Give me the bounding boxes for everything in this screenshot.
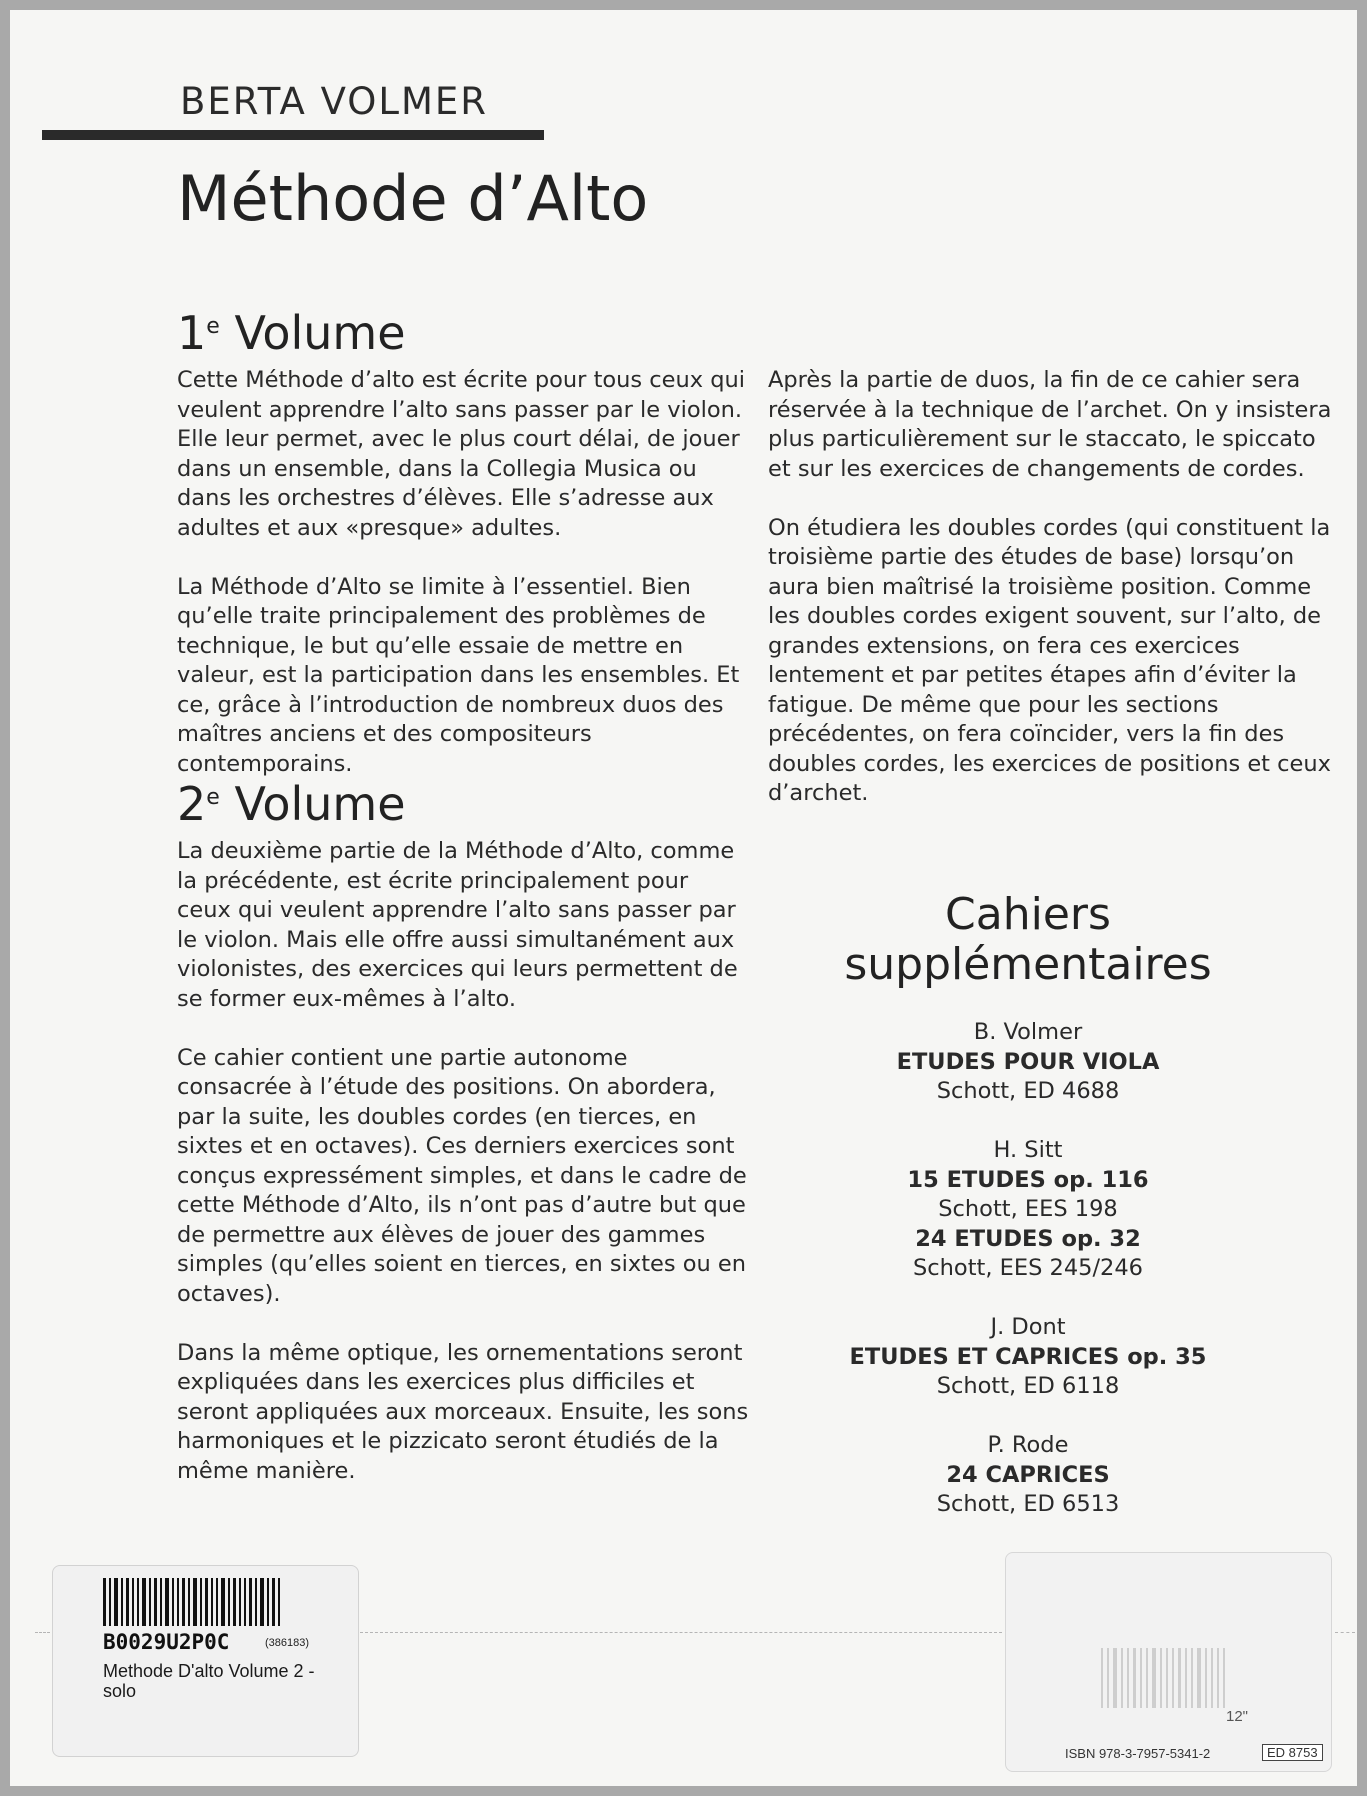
supplement-author: B. Volmer bbox=[973, 1019, 1083, 1045]
volume1-heading bbox=[177, 306, 406, 360]
right-paragraph: Après la partie de duos, la fin de ce cahier sera réservée à la technique de l’archet. On y insistera plus particulièrement sur le staccato, le spiccato et sur les exercices de changements de cordes. bbox=[768, 367, 1332, 482]
supplement-publisher: Schott, ED 6513 bbox=[936, 1491, 1120, 1517]
supplement-publisher: Schott, ED 4688 bbox=[936, 1078, 1120, 1104]
supplement-author: H. Sitt bbox=[993, 1137, 1063, 1163]
cut-line bbox=[360, 1632, 1002, 1634]
supplement-entry bbox=[828, 1136, 1228, 1284]
author-name: BERTA VOLMER bbox=[180, 80, 488, 123]
supplement-title: 24 CAPRICES bbox=[946, 1461, 1110, 1488]
inventory-sticker bbox=[52, 1565, 359, 1757]
supplement-publisher: Schott, EES 245/246 bbox=[913, 1255, 1143, 1281]
cut-line bbox=[1335, 1632, 1355, 1634]
supplement-entry bbox=[828, 1431, 1228, 1520]
volume2-text bbox=[177, 837, 749, 1486]
supplement-opus: op. 116 bbox=[1053, 1166, 1149, 1193]
supplement-title: 15 ETUDES op. 116 bbox=[907, 1166, 1149, 1193]
volume2-label: Volume bbox=[234, 777, 406, 831]
barcode-icon bbox=[1101, 1648, 1301, 1708]
barcode-icon bbox=[103, 1578, 318, 1626]
back-cover bbox=[10, 10, 1357, 1786]
supplements-heading bbox=[828, 890, 1228, 990]
supplement-title: 24 ETUDES op. 32 bbox=[915, 1225, 1141, 1252]
supplement-opus: op. 32 bbox=[1061, 1225, 1141, 1252]
volume2-paragraph: La deuxième partie de la Méthode d’Alto, comme la précédente, est écrite principalement pour ceux qui veulent apprendre l’alto sans passer par le violon. Mais elle offre aussi simultanément aux violonistes, des exercices qui leurs permettent de se former eux-mêmes à l’alto. bbox=[177, 838, 738, 1012]
supplement-entry bbox=[828, 1313, 1228, 1402]
right-paragraph: On étudiera les doubles cordes (qui constituent la troisième partie des études de base) lorsqu’on aura bien maîtrisé la troisième position. Comme les doubles cordes exigent souvent, sur l’alto, de grandes extensions, on fera ces exercices lentement et par petites étapes afin d’éviter la fatigue. De même que pour les sections précédentes, on fera coïncider, vers la fin des doubles cordes, les exercices de positions et ceux d’archet. bbox=[768, 514, 1331, 806]
volume1-paragraph: Cette Méthode d’alto est écrite pour tous ceux qui veulent apprendre l’alto sans passer par le violon. Elle leur permet, avec le plus court délai, de jouer dans un ensemble, dans la Collegia Musica ou dans les orchestres d’élèves. Elle s’adresse aux adultes et aux «presque» adultes. bbox=[177, 367, 746, 541]
isbn-number: ISBN 978-3-7957-5341-2 bbox=[1065, 1746, 1211, 1761]
sticker-id: (386183) bbox=[265, 1637, 310, 1649]
supplements-heading-line2: supplémentaires bbox=[844, 939, 1212, 990]
supplement-title: ETUDES ET CAPRICES op. 35 bbox=[849, 1343, 1207, 1370]
volume1-label: Volume bbox=[234, 306, 406, 360]
volume2-number: 2 bbox=[177, 777, 207, 831]
book-title: Méthode d’Alto bbox=[177, 162, 649, 235]
edition-code: ED 8753 bbox=[1262, 1744, 1323, 1761]
volume2-heading bbox=[177, 777, 406, 831]
supplement-opus: op. 35 bbox=[1127, 1343, 1207, 1370]
barcode-number: 12" bbox=[1226, 1708, 1249, 1725]
sticker-title: Methode D'alto Volume 2 - solo bbox=[103, 1661, 315, 1701]
supplement-entry bbox=[828, 1018, 1228, 1107]
isbn-barcode-area bbox=[1005, 1552, 1332, 1772]
cut-line bbox=[35, 1632, 50, 1634]
supplements-heading-line1: Cahiers bbox=[945, 889, 1111, 940]
volume1-sup: e bbox=[206, 314, 220, 339]
supplement-author: P. Rode bbox=[987, 1432, 1069, 1458]
volume2-paragraph: Ce cahier contient une partie autonome consacrée à l’étude des positions. On abordera, par la suite, les doubles cordes (en tierces, en sixtes et en octaves). Ces derniers exercices sont conçus expressément simples, et dans le cadre de cette Méthode d’Alto, ils n’ont pas d’autre but que de permettre aux élèves de jouer des gammes simples (qu’elles soient en tierces, en sixtes ou en octaves). bbox=[177, 1044, 747, 1307]
volume2-sup: e bbox=[206, 785, 220, 810]
supplement-author: J. Dont bbox=[990, 1314, 1066, 1340]
sticker-sku: B0029U2P0C bbox=[103, 1630, 230, 1654]
volume2-paragraph: Dans la même optique, les ornementations seront expliquées dans les exercices plus difficiles et seront appliquées aux morceaux. Ensuite, les sons harmoniques et le pizzicato seront étudiés de la même manière. bbox=[177, 1339, 749, 1484]
supplement-publisher: Schott, ED 6118 bbox=[936, 1373, 1120, 1399]
volume1-paragraph: La Méthode d’Alto se limite à l’essentiel. Bien qu’elle traite principalement des problèmes de technique, le but qu’elle essaie de mettre en valeur, est la participation dans les ensembles. Et ce, grâce à l’introduction de nombreux duos des maîtres anciens et des compositeurs contemporains. bbox=[177, 573, 740, 777]
supplement-title: ETUDES POUR VIOLA bbox=[896, 1048, 1160, 1075]
volume1-text bbox=[177, 366, 749, 779]
supplements-list bbox=[828, 1018, 1228, 1549]
header-rule bbox=[42, 130, 544, 140]
supplement-publisher: Schott, EES 198 bbox=[938, 1196, 1118, 1222]
volume1-number: 1 bbox=[177, 306, 207, 360]
right-column-text bbox=[768, 366, 1343, 809]
